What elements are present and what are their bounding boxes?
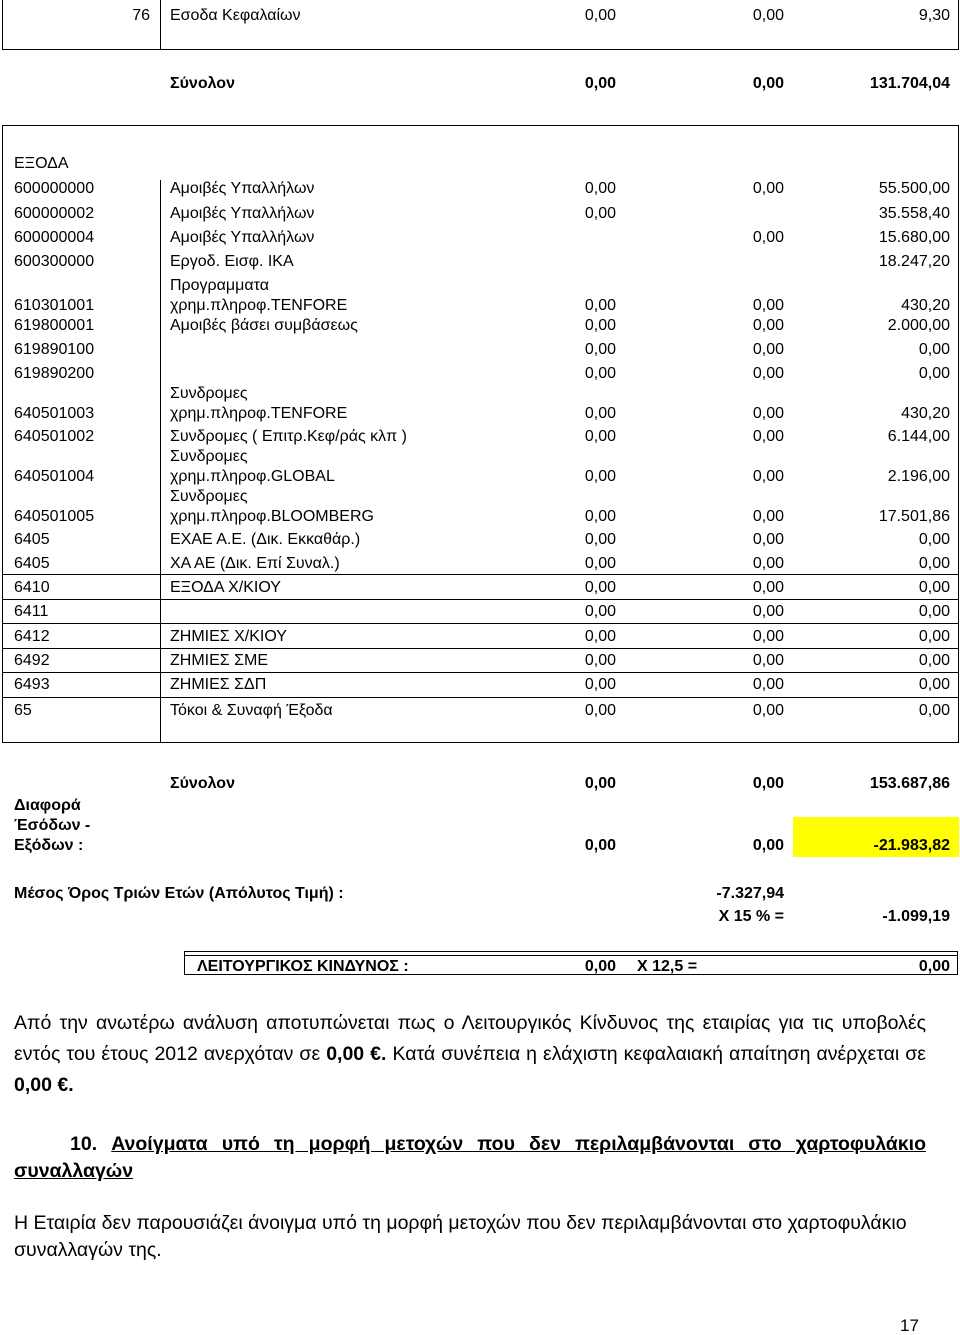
row-value-c3: 0,00 [918,702,950,719]
row-value-c2: 0,00 [752,405,784,422]
row-code: 6492 [14,652,50,669]
row-value-c1: 0,00 [584,652,616,669]
conclusion-value-a: 0,00 €. [326,1043,387,1065]
row-value-c1: 0,00 [584,205,616,222]
row-code: 640501002 [14,428,95,445]
row-description: ΖΗΜΙΕΣ ΣΔΠ [170,676,267,693]
average-label: Μέσος Όρος Τριών Ετών (Απόλυτος Τιμή) : [14,885,344,902]
row-value-c3: 6.144,00 [887,428,950,445]
expenses-total-c3: 153.687,86 [869,775,950,792]
row-code: 6493 [14,676,50,693]
row-code: 640501005 [14,508,95,525]
expenses-table-top-border [2,125,959,126]
row-description: Αμοιβές Υπαλλήλων [170,180,315,197]
row-value-c2: 0,00 [752,297,784,314]
row-code: 6405 [14,531,50,548]
row-separator [2,648,959,649]
row-code: 600000000 [14,180,95,197]
row-code: 600000002 [14,205,95,222]
row-description: ΕΧΑΕ Α.Ε. (Δικ. Εκκαθάρ.) [170,531,361,548]
row-description: χρημ.πληροφ.GLOBAL [170,468,335,485]
risk-mult: Χ 12,5 = [637,958,698,975]
difference-label-2: Έσόδων - [14,817,91,834]
expenses-total-label: Σύνολον [170,775,235,792]
row-code: 600300000 [14,253,95,270]
row-separator [2,599,959,600]
row-code: 619890200 [14,365,95,382]
row-description: Προγραμματα [170,277,269,294]
row-separator [2,697,959,698]
row-value-c1: 0,00 [584,628,616,645]
conclusion-paragraph [14,1008,926,1101]
row-value-c3: 0,00 [918,628,950,645]
row-description: Εργοδ. Εισφ. ΙΚΑ [170,253,294,270]
row-value-c2: 0,00 [752,555,784,572]
row-value-c3: 430,20 [901,297,950,314]
top-row-code: 76 [132,7,150,24]
row-value-c3: 35.558,40 [878,205,950,222]
row-description: χρημ.πληροφ.TENFORE [170,297,348,314]
row-value-c1: 0,00 [584,702,616,719]
row-value-c1: 0,00 [584,428,616,445]
income-total-c2: 0,00 [752,75,784,92]
difference-label-3: Εξόδων : [14,837,84,854]
top-row-c1: 0,00 [584,7,616,24]
risk-value2: 0,00 [918,958,950,975]
section-10-heading [14,1131,926,1185]
row-code: 619800001 [14,317,95,334]
row-code: 6410 [14,579,50,596]
row-description: ΖΗΜΙΕΣ Χ/ΚΙΟΥ [170,628,287,645]
row-description: Συνδρομες ( Επιτρ.Κεφ/ράς κλπ ) [170,428,407,445]
row-description: Αμοιβές βάσει συμβάσεως [170,317,358,334]
row-code: 6412 [14,628,50,645]
row-value-c1: 0,00 [584,365,616,382]
row-value-c3: 2.000,00 [887,317,950,334]
expenses-heading: ΕΞΟΔΑ [14,155,69,172]
top-row-c2: 0,00 [752,7,784,24]
row-value-c1: 0,00 [584,341,616,358]
row-value-c3: 0,00 [918,652,950,669]
row-value-c2: 0,00 [752,365,784,382]
conclusion-text-a: Από την ανωτέρω ανάλυση αποτυπώνεται πως ο Λειτουργικός Κίνδυνος της εταιρίας για τις υποβολές εντός του έτους 2012 ανερχόταν σε [14,1012,926,1065]
row-code: 600000004 [14,229,95,246]
row-value-c2: 0,00 [752,468,784,485]
row-value-c3: 17.501,86 [878,508,950,525]
row-value-c2: 0,00 [752,531,784,548]
row-value-c3: 0,00 [918,676,950,693]
row-description: Τόκοι & Συναφή Έξοδα [170,702,333,719]
row-value-c2: 0,00 [752,229,784,246]
row-value-c2: 0,00 [752,317,784,334]
row-value-c2: 0,00 [752,341,784,358]
row-value-c3: 55.500,00 [878,180,950,197]
row-value-c3: 0,00 [918,603,950,620]
row-code: 6411 [14,603,49,620]
row-value-c1: 0,00 [584,676,616,693]
row-value-c2: 0,00 [752,508,784,525]
row-code: 640501003 [14,405,95,422]
conclusion-value-b: 0,00 €. [14,1074,74,1096]
conclusion-text-b: Κατά συνέπεια η ελάχιστη κεφαλαιακή απαίτηση ανέρχεται σε [386,1043,926,1065]
row-value-c3: 0,00 [918,341,950,358]
page-number: 17 [900,1316,919,1335]
row-code: 65 [14,702,32,719]
row-separator [2,672,959,673]
row-description: Αμοιβές Υπαλλήλων [170,205,315,222]
row-description: Συνδρομες [170,488,248,505]
row-value-c1: 0,00 [584,555,616,572]
risk-value1: 0,00 [584,958,616,975]
top-row-c3: 9,30 [918,7,950,24]
section-10-title: Ανοίγματα υπό τη μορφή μετοχών που δεν περιλαμβάνονται στο χαρτοφυλάκιο συναλλαγών [14,1133,926,1182]
equity-paragraph: Η Εταιρία δεν παρουσιάζει άνοιγμα υπό τη μορφή μετοχών που δεν περιλαμβάνονται στο χαρτοφυλάκιο συναλλαγών της. [14,1212,907,1261]
row-description: ΧΑ ΑΕ (Δικ. Επί Συναλ.) [170,555,340,572]
row-value-c1: 0,00 [584,405,616,422]
row-value-c1: 0,00 [584,508,616,525]
row-code: 6405 [14,555,50,572]
row-value-c2: 0,00 [752,652,784,669]
row-value-c1: 0,00 [584,603,616,620]
row-value-c3: 0,00 [918,531,950,548]
row-value-c3: 15.680,00 [878,229,950,246]
row-value-c2: 0,00 [752,579,784,596]
income-total-c3: 131.704,04 [869,75,950,92]
row-separator [2,623,959,624]
row-description: χρημ.πληροφ.TENFORE [170,405,348,422]
difference-label-1: Διαφορά [14,797,81,814]
row-value-c3: 2.196,00 [887,468,950,485]
row-value-c3: 0,00 [918,579,950,596]
row-value-c2: 0,00 [752,428,784,445]
risk-label: ΛΕΙΤΟΥΡΓΙΚΟΣ ΚΙΝΔΥΝΟΣ : [197,958,409,975]
expenses-total-c2: 0,00 [752,775,784,792]
row-description: ΕΞΟΔΑ Χ/ΚΙΟΥ [170,579,281,596]
row-value-c1: 0,00 [584,180,616,197]
average-value: -7.327,94 [716,885,784,902]
section-10-number: 10. [70,1133,98,1155]
row-description: Συνδρομες [170,385,248,402]
difference-c3: -21.983,82 [873,837,950,854]
row-value-c3: 430,20 [901,405,950,422]
row-description: Συνδρομες [170,448,248,465]
row-value-c1: 0,00 [584,317,616,334]
row-code: 610301001 [14,297,95,314]
row-value-c3: 0,00 [918,555,950,572]
average-mult-value: -1.099,19 [882,908,950,925]
income-total-label: Σύνολον [170,75,235,92]
income-total-c1: 0,00 [584,75,616,92]
row-value-c2: 0,00 [752,676,784,693]
difference-c1: 0,00 [584,837,616,854]
row-value-c2: 0,00 [752,628,784,645]
row-description: ΖΗΜΙΕΣ ΣΜΕ [170,652,268,669]
row-value-c3: 18.247,20 [878,253,950,270]
row-separator [2,574,959,575]
row-value-c2: 0,00 [752,180,784,197]
row-value-c1: 0,00 [584,297,616,314]
top-row-desc: Εσοδα Κεφαλαίων [170,7,301,24]
row-value-c1: 0,00 [584,579,616,596]
row-description: Αμοιβές Υπαλλήλων [170,229,315,246]
row-value-c1: 0,00 [584,531,616,548]
row-code: 640501004 [14,468,95,485]
row-value-c3: 0,00 [918,365,950,382]
difference-c2: 0,00 [752,837,784,854]
row-code: 619890100 [14,341,95,358]
row-value-c1: 0,00 [584,468,616,485]
row-description: χρημ.πληροφ.BLOOMBERG [170,508,374,525]
row-value-c2: 0,00 [752,603,784,620]
expenses-total-c1: 0,00 [584,775,616,792]
row-value-c2: 0,00 [752,702,784,719]
average-mult-label: Χ 15 % = [718,908,784,925]
